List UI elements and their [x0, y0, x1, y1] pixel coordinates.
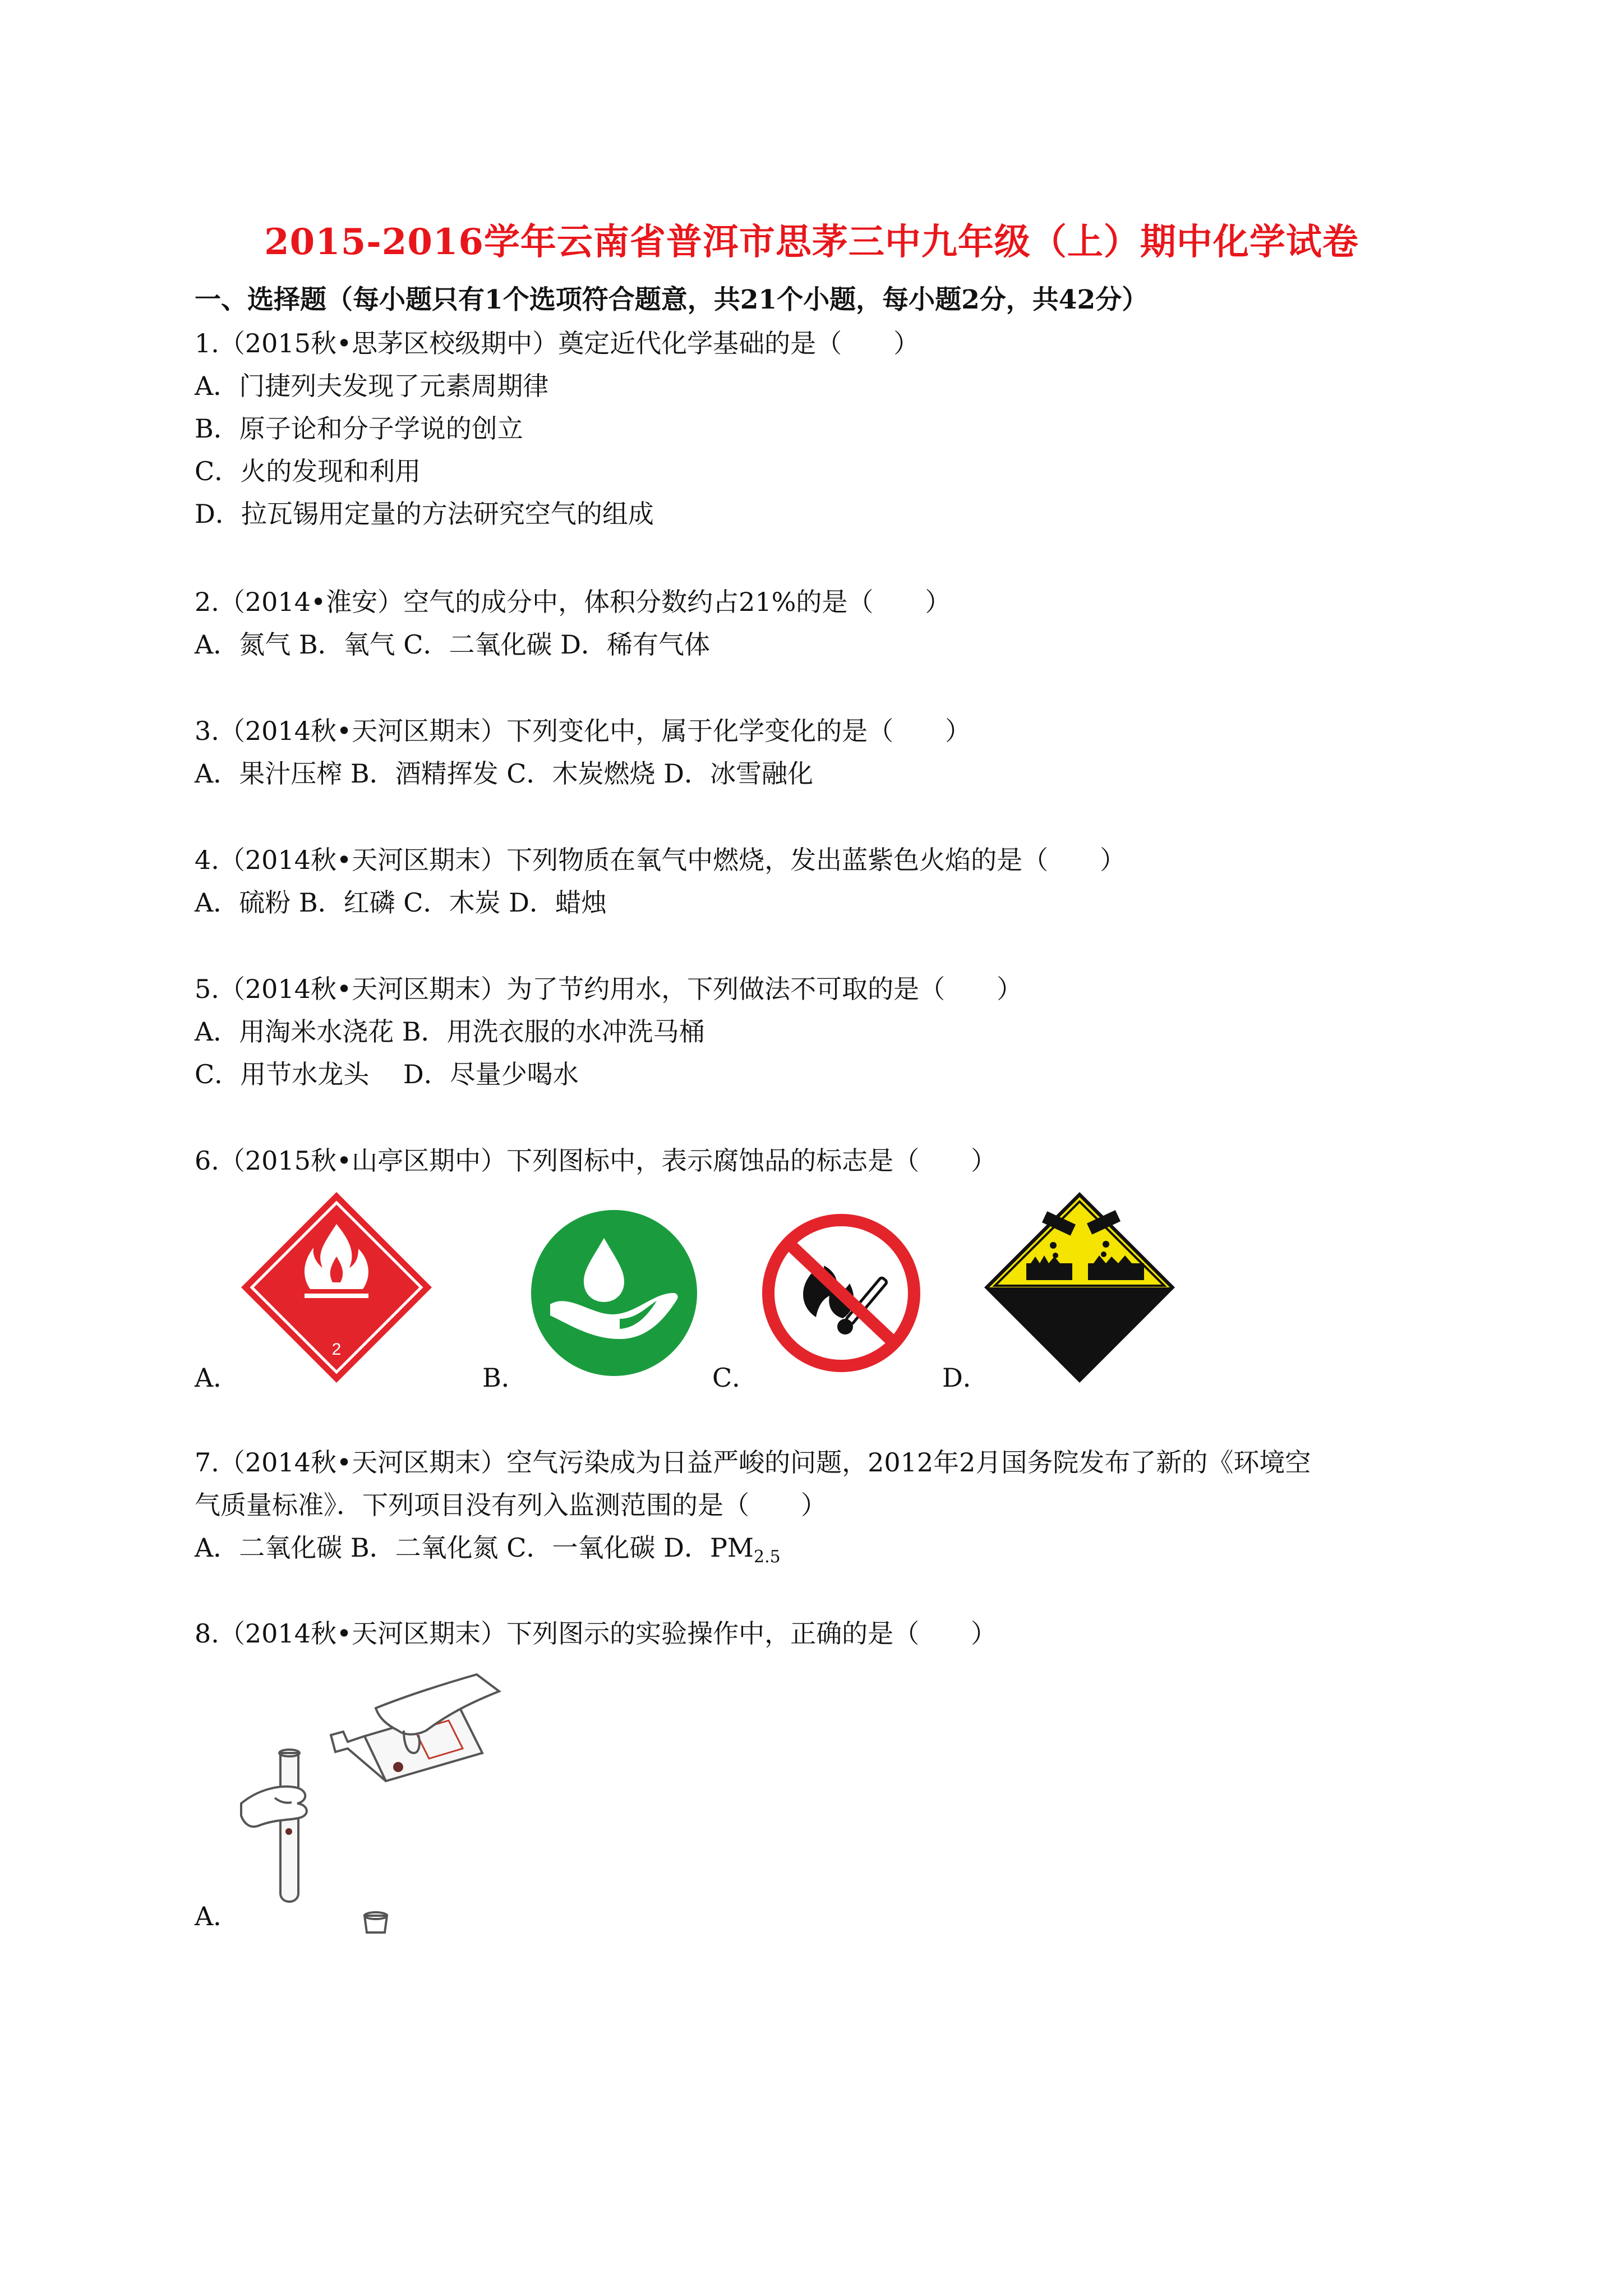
pouring-liquid-illustration	[236, 1669, 527, 1938]
flammable-gas-sign	[238, 1189, 435, 1386]
question-6-stem: 6.（2015秋•山亭区期中）下列图标中，表示腐蚀品的标志是（ ）	[195, 1145, 997, 1176]
question-6-label-b: B．	[482, 1363, 527, 1393]
question-5-options-line2: C．用节水龙头 D．尽量少喝水	[195, 1059, 579, 1089]
question-5-stem: 5.（2014秋•天河区期末）为了节约用水，下列做法不可取的是（ ）	[195, 974, 1023, 1004]
question-8-label-a: A．	[195, 1901, 239, 1931]
question-3-options: A．果汁压榨 B．酒精挥发 C．木炭燃烧 D．冰雪融化	[195, 758, 813, 789]
question-1-option-c: C．火的发现和利用	[195, 456, 421, 486]
question-3-stem: 3.（2014秋•天河区期末）下列变化中，属于化学变化的是（ ）	[195, 716, 971, 746]
question-2-options: A．氮气 B．氧气 C．二氧化碳 D．稀有气体	[195, 629, 710, 660]
water-saving-sign	[530, 1209, 698, 1377]
question-1-stem: 1.（2015秋•思茅区校级期中）奠定近代化学基础的是（ ）	[195, 328, 920, 358]
question-4-options: A．硫粉 B．红磷 C．木炭 D．蜡烛	[195, 887, 607, 918]
question-1-option-d: D．拉瓦锡用定量的方法研究空气的组成	[195, 499, 654, 529]
question-7-stem-line1: 7.（2014秋•天河区期末）空气污染成为日益严峻的问题，2012年2月国务院发布了新的《环境空	[195, 1447, 1311, 1478]
question-7-stem-line2: 气质量标准》．下列项目没有列入监测范围的是（ ）	[195, 1490, 827, 1520]
no-fire-sign	[760, 1212, 923, 1374]
question-4-stem: 4.（2014秋•天河区期末）下列物质在氧气中燃烧，发出蓝紫色火焰的是（ ）	[195, 845, 1126, 875]
question-1-option-b: B．原子论和分子学说的创立	[195, 413, 523, 444]
question-7-options	[195, 1531, 781, 1574]
question-1-option-a: A．门捷列夫发现了元素周期律	[195, 371, 549, 401]
question-6-label-c: C．	[712, 1363, 758, 1393]
question-6-label-a: A．	[195, 1363, 239, 1393]
sign-a-number: 2	[331, 1340, 342, 1359]
section-heading: 一、选择题（每小题只有1个选项符合题意，共21个小题，每小题2分，共42分）	[195, 284, 1149, 315]
corrosive-sign	[981, 1189, 1178, 1386]
question-5-options-line1: A．用淘米水浇花 B．用洗衣服的水冲洗马桶	[195, 1016, 705, 1047]
pm-subscript: 2.5	[754, 1547, 781, 1567]
question-8-stem: 8.（2014秋•天河区期末）下列图示的实验操作中，正确的是（ ）	[195, 1618, 997, 1649]
question-2-stem: 2.（2014•淮安）空气的成分中，体积分数约占21%的是（ ）	[195, 587, 951, 617]
question-7-options-text: A．二氧化碳 B．二氧化氮 C．一氧化碳 D．PM	[195, 1533, 754, 1563]
question-6-label-d: D．	[942, 1363, 989, 1393]
page-title: 2015-2016学年云南省普洱市思茅三中九年级（上）期中化学试卷	[264, 221, 1359, 263]
